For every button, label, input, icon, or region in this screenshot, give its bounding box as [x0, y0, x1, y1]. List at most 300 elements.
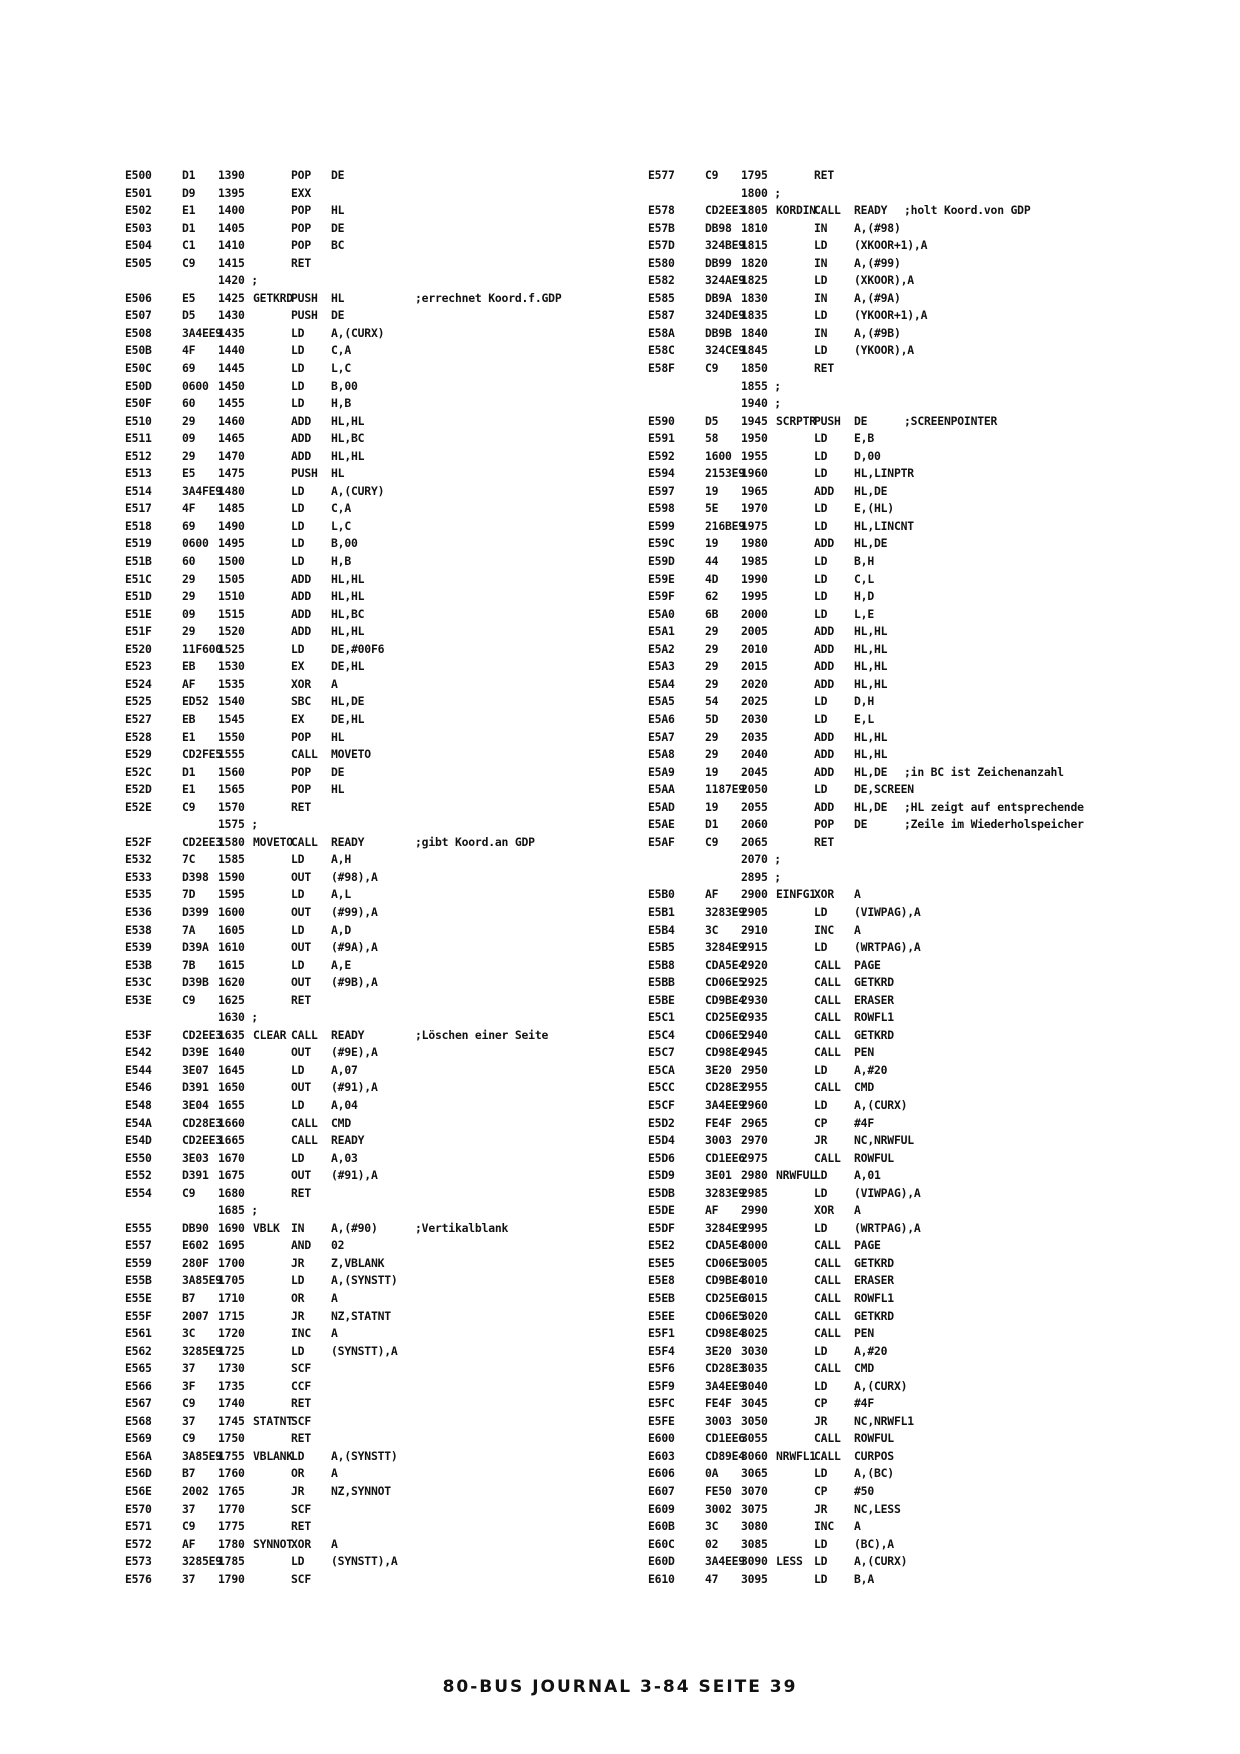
code-addr: E5C7	[648, 1045, 675, 1060]
code-args: HL,LINPTR	[854, 466, 914, 481]
code-hex: 3C	[182, 1326, 196, 1341]
code-num: 1515	[218, 606, 245, 621]
code-hex: 60	[182, 554, 196, 569]
code-op: LD	[291, 378, 305, 393]
code-num: 1425	[218, 290, 245, 305]
code-addr: E5A8	[648, 747, 675, 762]
code-num: 2895 ;	[741, 869, 781, 884]
code-num: 1440	[218, 343, 245, 358]
code-num: 1670	[218, 1150, 245, 1165]
code-addr: E536	[125, 904, 152, 919]
code-op: LD	[291, 1448, 305, 1463]
code-args: A,(CURX)	[854, 1378, 908, 1393]
code-num: 2060	[741, 817, 768, 832]
code-hex: 29	[182, 413, 196, 428]
code-args: H,D	[854, 589, 874, 604]
code-num: 1420 ;	[218, 273, 258, 288]
code-addr: E572	[125, 1536, 152, 1551]
code-args: DE,#00F6	[331, 641, 385, 656]
code-args: A,01	[854, 1168, 881, 1183]
code-op: ADD	[291, 571, 311, 586]
code-args: HL,LINCNT	[854, 518, 914, 533]
code-num: 3025	[741, 1326, 768, 1341]
code-num: 1500	[218, 554, 245, 569]
code-args: (YKOOR),A	[854, 343, 914, 358]
code-label: VBLK	[253, 1220, 280, 1235]
code-args: NZ,STATNT	[331, 1308, 391, 1323]
code-args: HL,HL	[854, 659, 888, 674]
code-args: B,H	[854, 554, 874, 569]
code-args: (XKOOR+1),A	[854, 238, 928, 253]
code-num: 1405	[218, 220, 245, 235]
code-op: OUT	[291, 940, 311, 955]
code-addr: E59D	[648, 554, 675, 569]
code-hex: DB9A	[705, 290, 732, 305]
code-args: Z,VBLANK	[331, 1255, 385, 1270]
code-num: 1745	[218, 1413, 245, 1428]
code-addr: E517	[125, 501, 152, 516]
code-num: 1505	[218, 571, 245, 586]
code-hex: 3A4EE9	[705, 1097, 745, 1112]
code-num: 1630 ;	[218, 1010, 258, 1025]
code-num: 3060	[741, 1448, 768, 1463]
code-addr: E570	[125, 1501, 152, 1516]
code-hex: AF	[182, 676, 196, 691]
code-addr: E58F	[648, 361, 675, 376]
code-hex: 3003	[705, 1413, 732, 1428]
code-hex: 3A4FE9	[182, 483, 222, 498]
code-num: 3015	[741, 1291, 768, 1305]
code-op: LD	[814, 940, 828, 955]
code-addr: E5CF	[648, 1097, 675, 1112]
code-op: LD	[291, 518, 305, 533]
code-args: HL	[331, 290, 345, 305]
code-num: 1735	[218, 1378, 245, 1393]
code-num: 3085	[741, 1536, 768, 1551]
code-hex: 37	[182, 1501, 196, 1516]
code-args: L,C	[331, 518, 351, 533]
code-addr: E528	[125, 729, 152, 744]
code-op: LD	[291, 641, 305, 656]
code-op: CALL	[814, 1361, 841, 1376]
code-hex: 3C	[705, 922, 719, 937]
code-addr: E566	[125, 1378, 152, 1393]
code-args: C,L	[854, 571, 874, 586]
code-hex: 0600	[182, 378, 209, 393]
code-op: RET	[291, 255, 311, 270]
code-op: CALL	[814, 1308, 841, 1323]
code-op: POP	[291, 729, 311, 744]
code-op: LD	[814, 571, 828, 586]
code-op: LD	[291, 483, 305, 498]
code-hex: 3002	[705, 1501, 732, 1516]
code-num: 1585	[218, 852, 245, 867]
code-num: 3070	[741, 1484, 768, 1499]
code-num: 1520	[218, 624, 245, 639]
code-op: CALL	[814, 1150, 841, 1165]
code-hex: 62	[705, 589, 719, 604]
code-addr: E5E8	[648, 1273, 675, 1288]
code-op: LD	[291, 1273, 305, 1288]
code-addr: E523	[125, 659, 152, 674]
code-hex: FE4F	[705, 1115, 732, 1130]
code-op: LD	[291, 1097, 305, 1112]
code-num: 3035	[741, 1361, 768, 1376]
code-addr: E592	[648, 448, 675, 463]
code-args: A,(#9B)	[854, 325, 901, 340]
code-addr: E501	[125, 185, 152, 200]
code-addr: E58C	[648, 343, 675, 358]
code-op: CALL	[291, 1133, 318, 1148]
code-addr: E5CC	[648, 1080, 675, 1095]
code-hex: 11F600	[182, 641, 222, 656]
code-num: 1655	[218, 1097, 245, 1112]
code-addr: E54A	[125, 1115, 152, 1130]
code-label: VBLANK	[253, 1448, 293, 1463]
code-hex: 69	[182, 361, 196, 376]
code-num: 1770	[218, 1501, 245, 1516]
code-num: 2035	[741, 729, 768, 744]
code-addr: E603	[648, 1448, 675, 1463]
code-args: PEN	[854, 1326, 874, 1341]
code-addr: E5AA	[648, 782, 675, 797]
code-args: A,(CURX)	[331, 325, 385, 340]
code-hex: CD2EE3	[182, 1027, 222, 1042]
code-hex: ED52	[182, 694, 209, 709]
code-addr: E60B	[648, 1519, 675, 1534]
code-op: LD	[291, 1554, 305, 1569]
code-addr: E606	[648, 1466, 675, 1481]
code-num: 2905	[741, 904, 768, 919]
code-num: 1730	[218, 1361, 245, 1376]
code-addr: E5D9	[648, 1168, 675, 1183]
code-args: L,E	[854, 606, 874, 621]
code-addr: E58A	[648, 325, 675, 340]
code-op: LD	[814, 589, 828, 604]
code-num: 1400	[218, 203, 245, 218]
code-hex: CD89E4	[705, 1448, 745, 1463]
code-num: 1795	[741, 168, 768, 182]
code-args: READY	[854, 203, 888, 218]
code-hex: CD9BE4	[705, 1273, 745, 1288]
code-op: LD	[291, 957, 305, 972]
code-op: LD	[291, 396, 305, 411]
code-hex: 1187E9	[705, 782, 745, 797]
code-args: (#91),A	[331, 1080, 378, 1095]
code-args: A	[331, 1326, 338, 1341]
code-hex: D391	[182, 1080, 209, 1095]
code-op: AND	[291, 1238, 311, 1253]
code-op: RET	[291, 1185, 311, 1200]
code-args: A	[331, 1291, 338, 1305]
code-args: (VIWPAG),A	[854, 904, 921, 919]
code-num: 1720	[218, 1326, 245, 1341]
code-addr: E5EB	[648, 1291, 675, 1305]
code-args: A,03	[331, 1150, 358, 1165]
code-addr: E600	[648, 1431, 675, 1446]
code-num: 1820	[741, 255, 768, 270]
code-addr: E557	[125, 1238, 152, 1253]
code-num: 1555	[218, 747, 245, 762]
code-addr: E53E	[125, 992, 152, 1007]
code-hex: 7C	[182, 852, 196, 867]
code-op: CALL	[814, 1273, 841, 1288]
code-addr: E51D	[125, 589, 152, 604]
code-num: 3040	[741, 1378, 768, 1393]
code-args: READY	[331, 1027, 365, 1042]
code-hex: 3C	[705, 1519, 719, 1534]
code-num: 3020	[741, 1308, 768, 1323]
code-op: INC	[814, 1519, 834, 1534]
code-addr: E591	[648, 431, 675, 446]
code-hex: 3283E9	[705, 1185, 745, 1200]
code-num: 1825	[741, 273, 768, 288]
code-op: POP	[291, 203, 311, 218]
code-addr: E53C	[125, 975, 152, 990]
code-addr: E542	[125, 1045, 152, 1060]
code-op: INC	[814, 922, 834, 937]
code-addr: E607	[648, 1484, 675, 1499]
code-hex: 2002	[182, 1484, 209, 1499]
code-addr: E55F	[125, 1308, 152, 1323]
code-num: 1800 ;	[741, 185, 781, 200]
code-num: 1435	[218, 325, 245, 340]
code-hex: D9	[182, 185, 196, 200]
code-num: 2030	[741, 711, 768, 726]
code-op: POP	[291, 220, 311, 235]
code-num: 1775	[218, 1519, 245, 1534]
code-args: READY	[331, 834, 365, 849]
code-hex: B7	[182, 1466, 196, 1481]
code-num: 1430	[218, 308, 245, 323]
code-op: JR	[814, 1501, 828, 1516]
code-args: ROWFL1	[854, 1291, 894, 1305]
code-hex: 280F	[182, 1255, 209, 1270]
code-num: 1715	[218, 1308, 245, 1323]
code-num: 2965	[741, 1115, 768, 1130]
code-hex: 3285E9	[182, 1343, 222, 1358]
code-addr: E51F	[125, 624, 152, 639]
code-args: A,(SYNSTT)	[331, 1448, 398, 1463]
code-hex: CDA5E4	[705, 957, 745, 972]
code-num: 2015	[741, 659, 768, 674]
code-args: NZ,SYNNOT	[331, 1484, 391, 1499]
code-op: ADD	[291, 624, 311, 639]
code-op: ADD	[291, 431, 311, 446]
code-args: A,(CURX)	[854, 1554, 908, 1569]
code-addr: E585	[648, 290, 675, 305]
code-op: LD	[814, 466, 828, 481]
code-num: 1850	[741, 361, 768, 376]
code-addr: E609	[648, 1501, 675, 1516]
code-op: CALL	[291, 1027, 318, 1042]
code-args: HL,HL	[331, 624, 365, 639]
code-hex: 3F	[182, 1378, 196, 1393]
code-hex: D39A	[182, 940, 209, 955]
code-op: LD	[814, 518, 828, 533]
code-hex: EB	[182, 659, 196, 674]
code-op: CALL	[814, 957, 841, 972]
code-args: GETKRD	[854, 975, 894, 990]
code-num: 2900	[741, 887, 768, 902]
code-op: POP	[814, 817, 834, 832]
code-addr: E533	[125, 869, 152, 884]
code-hex: 6B	[705, 606, 719, 621]
code-args: HL,DE	[854, 483, 888, 498]
code-hex: 216BE9	[705, 518, 745, 533]
code-op: XOR	[814, 887, 834, 902]
code-addr: E580	[648, 255, 675, 270]
code-op: LD	[814, 1168, 828, 1183]
code-num: 2960	[741, 1097, 768, 1112]
code-hex: C1	[182, 238, 196, 253]
code-op: ADD	[814, 676, 834, 691]
code-args: DE	[854, 817, 868, 832]
code-addr: E51C	[125, 571, 152, 586]
code-addr: E55E	[125, 1291, 152, 1305]
code-args: ERASER	[854, 992, 894, 1007]
code-addr: E507	[125, 308, 152, 323]
code-hex: C9	[182, 992, 196, 1007]
code-num: 2045	[741, 764, 768, 779]
code-op: LD	[291, 887, 305, 902]
code-addr: E559	[125, 1255, 152, 1270]
code-args: A,(#9A)	[854, 290, 901, 305]
code-args: HL,HL	[854, 641, 888, 656]
code-num: 1475	[218, 466, 245, 481]
code-args: PEN	[854, 1045, 874, 1060]
code-num: 1845	[741, 343, 768, 358]
code-hex: CD06E5	[705, 1027, 745, 1042]
code-args: A,E	[331, 957, 351, 972]
code-num: 1855 ;	[741, 378, 781, 393]
code-op: ADD	[814, 536, 834, 551]
code-hex: D39E	[182, 1045, 209, 1060]
code-hex: D1	[182, 220, 196, 235]
code-hex: E602	[182, 1238, 209, 1253]
code-args: BC	[331, 238, 345, 253]
code-args: C,A	[331, 501, 351, 516]
code-args: NC,NRWFUL	[854, 1133, 914, 1148]
code-addr: E599	[648, 518, 675, 533]
code-op: LD	[291, 361, 305, 376]
code-addr: E5C1	[648, 1010, 675, 1025]
code-args: CMD	[331, 1115, 351, 1130]
code-hex: 44	[705, 554, 719, 569]
code-addr: E590	[648, 413, 675, 428]
code-op: CP	[814, 1484, 828, 1499]
code-addr: E610	[648, 1571, 675, 1586]
code-addr: E503	[125, 220, 152, 235]
code-op: CALL	[291, 834, 318, 849]
code-addr: E544	[125, 1062, 152, 1077]
code-num: 1790	[218, 1571, 245, 1586]
code-num: 2995	[741, 1220, 768, 1235]
code-hex: 19	[705, 536, 719, 551]
code-op: IN	[291, 1220, 305, 1235]
code-addr: E598	[648, 501, 675, 516]
code-num: 2980	[741, 1168, 768, 1183]
code-label: STATNT	[253, 1413, 293, 1428]
code-op: XOR	[291, 676, 311, 691]
code-num: 1760	[218, 1466, 245, 1481]
code-hex: C9	[705, 361, 719, 376]
code-args: (VIWPAG),A	[854, 1185, 921, 1200]
code-num: 1575 ;	[218, 817, 258, 832]
code-num: 1445	[218, 361, 245, 376]
code-addr: E60D	[648, 1554, 675, 1569]
code-args: 02	[331, 1238, 345, 1253]
code-op: LD	[291, 536, 305, 551]
code-addr: E5B1	[648, 904, 675, 919]
code-num: 1695	[218, 1238, 245, 1253]
code-num: 1805	[741, 203, 768, 218]
code-args: DE,HL	[331, 659, 365, 674]
code-args: E,(HL)	[854, 501, 894, 516]
code-addr: E565	[125, 1361, 152, 1376]
code-addr: E56E	[125, 1484, 152, 1499]
code-args: CMD	[854, 1080, 874, 1095]
code-hex: D5	[182, 308, 196, 323]
code-args: E,B	[854, 431, 874, 446]
code-args: B,A	[854, 1571, 874, 1586]
code-num: 1995	[741, 589, 768, 604]
code-addr: E5A0	[648, 606, 675, 621]
code-args: HL	[331, 466, 345, 481]
code-num: 2950	[741, 1062, 768, 1077]
code-addr: E59F	[648, 589, 675, 604]
code-addr: E5AF	[648, 834, 675, 849]
code-num: 2970	[741, 1133, 768, 1148]
code-args: (YKOOR+1),A	[854, 308, 928, 323]
code-args: E,L	[854, 711, 874, 726]
code-label: KORDIN	[776, 203, 816, 218]
code-num: 1815	[741, 238, 768, 253]
code-addr: E5AD	[648, 799, 675, 814]
code-args: HL	[331, 203, 345, 218]
code-num: 1395	[218, 185, 245, 200]
code-args: (#9A),A	[331, 940, 378, 955]
code-addr: E504	[125, 238, 152, 253]
code-num: 1565	[218, 782, 245, 797]
code-num: 1540	[218, 694, 245, 709]
code-op: LD	[814, 343, 828, 358]
code-num: 3045	[741, 1396, 768, 1411]
code-hex: 3E04	[182, 1097, 209, 1112]
code-op: OUT	[291, 1080, 311, 1095]
code-args: A,#20	[854, 1343, 888, 1358]
code-args: HL,HL	[854, 624, 888, 639]
code-op: JR	[291, 1484, 305, 1499]
code-op: LD	[291, 922, 305, 937]
code-num: 1415	[218, 255, 245, 270]
code-addr: E5A1	[648, 624, 675, 639]
code-hex: 19	[705, 764, 719, 779]
code-label: SCRPTR	[776, 413, 816, 428]
code-num: 3010	[741, 1273, 768, 1288]
code-num: 2925	[741, 975, 768, 990]
code-op: LD	[814, 501, 828, 516]
code-args: DE	[331, 308, 345, 323]
code-args: ROWFUL	[854, 1150, 894, 1165]
code-label: NRWFUL	[776, 1168, 816, 1183]
code-op: CCF	[291, 1378, 311, 1393]
code-num: 1640	[218, 1045, 245, 1060]
code-hex: 3E20	[705, 1343, 732, 1358]
code-addr: E5F1	[648, 1326, 675, 1341]
code-op: XOR	[814, 1203, 834, 1218]
code-hex: 29	[705, 659, 719, 674]
